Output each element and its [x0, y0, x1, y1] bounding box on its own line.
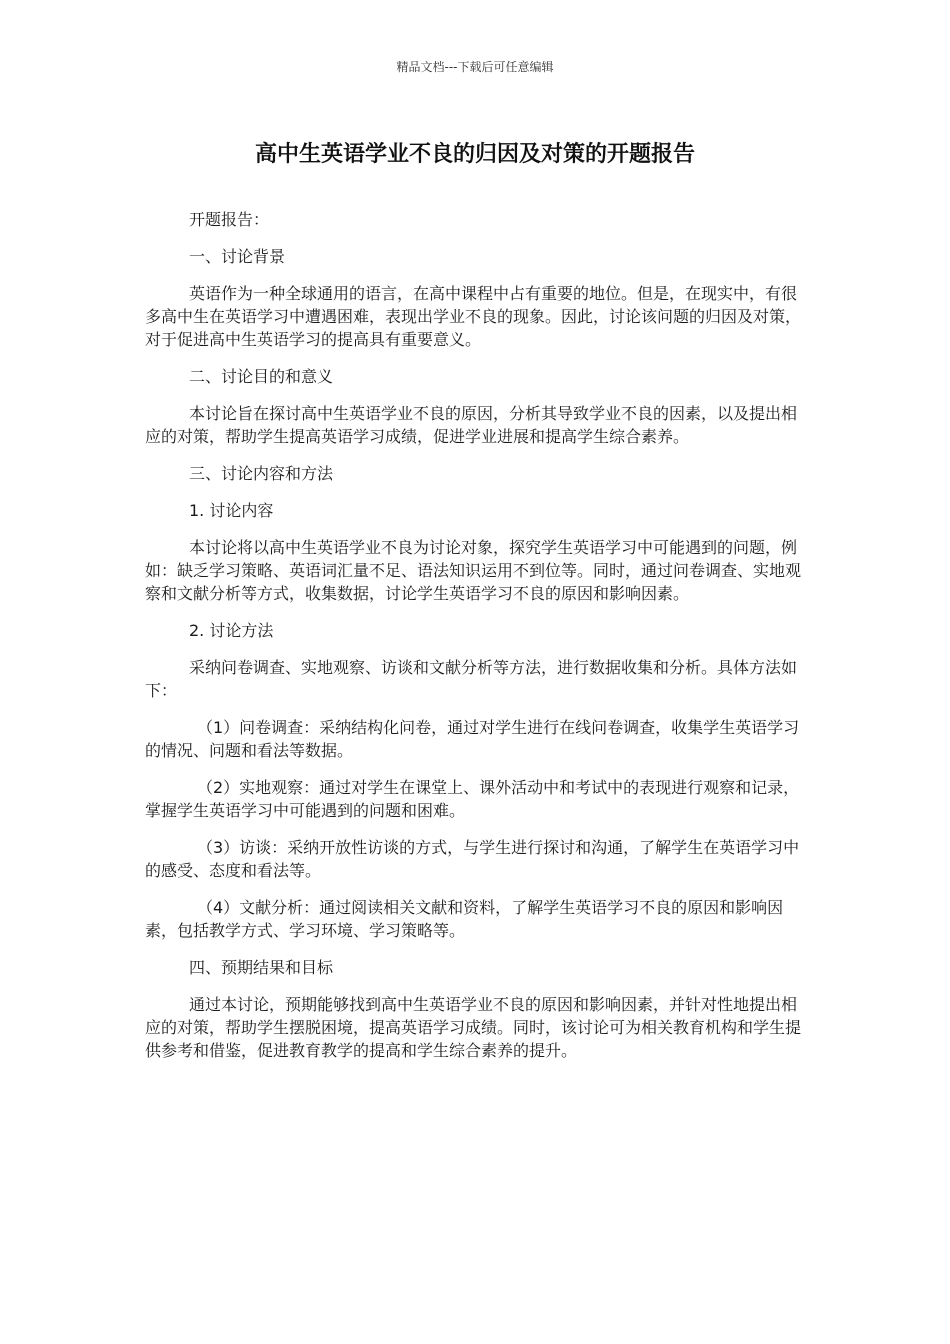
method-item: （4）文献分析：通过阅读相关文献和资料，了解学生英语学习不良的原因和影响因素，包括教学方式、学习环境、学习策略等。	[145, 898, 784, 940]
document-title: 高中生英语学业不良的归因及对策的开题报告	[254, 142, 695, 167]
paragraph: 通过本讨论，预期能够找到高中生英语学业不良的原因和影响因素，并针对性地提出相应的对策，帮助学生摆脱困境，提高英语学习成绩。同时，该讨论可为相关教育机构和学生提供参考和借鉴，促进教育教学的提高和学生综合素养的提升。	[145, 995, 802, 1060]
section-heading: 三、讨论内容和方法	[189, 464, 334, 483]
subsection-heading: 2. 讨论方法	[189, 621, 274, 640]
document-body	[145, 208, 807, 1076]
section-heading: 二、讨论目的和意义	[189, 367, 334, 386]
section-heading: 四、预期结果和目标	[189, 958, 334, 977]
paragraph: 采纳问卷调查、实地观察、访谈和文献分析等方法，进行数据收集和分析。具体方法如下：	[145, 658, 798, 700]
method-item: （2）实地观察：通过对学生在课堂上、课外活动中和考试中的表现进行观察和记录，掌握学生英语学习中可能遇到的问题和困难。	[145, 778, 800, 820]
paragraph-label: 开题报告：	[189, 210, 270, 229]
paragraph: 本讨论将以高中生英语学业不良为讨论对象，探究学生英语学习中可能遇到的问题，例如：缺乏学习策略、英语词汇量不足、语法知识运用不到位等。同时，通过问卷调查、实地观察和文献分析等方式，收集数据，讨论学生英语学习不良的原因和影响因素。	[145, 538, 802, 603]
section-heading: 一、讨论背景	[189, 247, 286, 266]
paragraph: 英语作为一种全球通用的语言，在高中课程中占有重要的地位。但是，在现实中，有很多高中生在英语学习中遭遇困难，表现出学业不良的现象。因此，讨论该问题的归因及对策，对于促进高中生英语学习的提高具有重要意义。	[145, 284, 802, 349]
header-note: 精品文档---下载后可任意编辑	[396, 60, 554, 74]
method-item: （3）访谈：采纳开放性访谈的方式，与学生进行探讨和沟通，了解学生在英语学习中的感受、态度和看法等。	[145, 838, 800, 880]
subsection-heading: 1. 讨论内容	[189, 501, 274, 520]
method-item: （1）问卷调查：采纳结构化问卷，通过对学生进行在线问卷调查，收集学生英语学习的情况、问题和看法等数据。	[145, 718, 800, 760]
paragraph: 本讨论旨在探讨高中生英语学业不良的原因，分析其导致学业不良的因素，以及提出相应的对策，帮助学生提高英语学习成绩，促进学业进展和提高学生综合素养。	[145, 404, 798, 446]
